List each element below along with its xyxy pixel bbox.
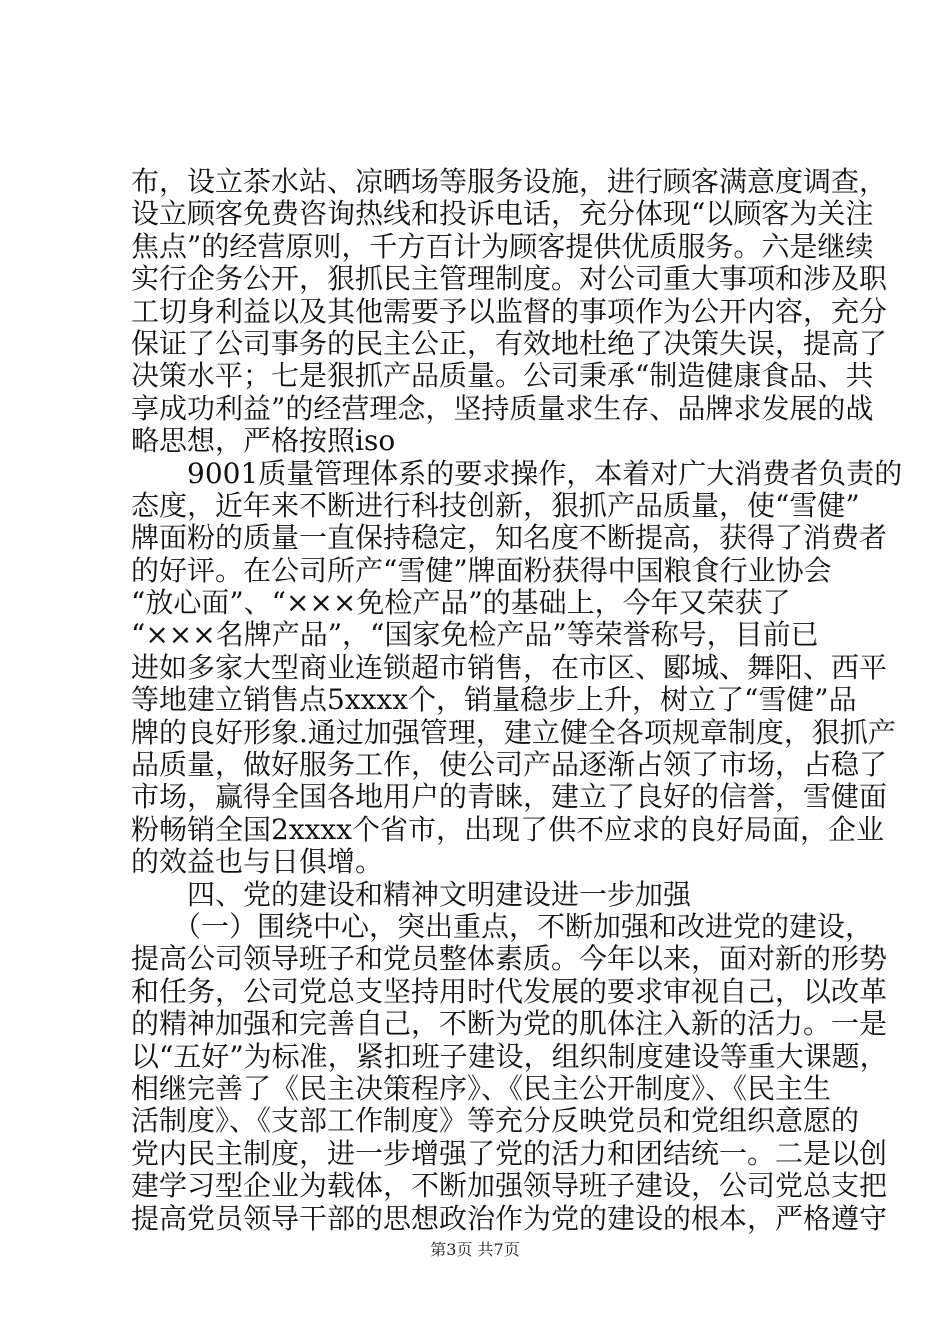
text-line: 享成功利益”的经营理念，坚持质量求生存、品牌求发展的战 — [131, 391, 874, 425]
text-line: 以“五好”为标准，紧扣班子建设，组织制度建设等重大课题， — [131, 1039, 888, 1073]
text-line: 工切身利益以及其他需要予以监督的事项作为公开内容，充分 — [131, 294, 888, 328]
text-line: 等地建立销售点5xxxx个，销量稳步上升，树立了“雪健”品 — [131, 683, 857, 717]
text-line: 的效益也与日俱增。 — [131, 845, 384, 879]
page-number-label: 第3页 共7页 — [430, 1240, 520, 1259]
text-line: 的好评。在公司所产“雪健”牌面粉获得中国粮食行业协会 — [131, 553, 832, 587]
text-line: 牌的良好形象.通过加强管理，建立健全各项规章制度，狠抓产 — [131, 715, 896, 749]
text-line: 焦点”的经营原则，千方百计为顾客提供优质服务。六是继续 — [131, 229, 874, 263]
text-line: （一）围绕中心，突出重点，不断加强和改进党的建设， — [131, 909, 874, 943]
text-line: 相继完善了《民主决策程序》、《民主公开制度》、《民主生 — [131, 1071, 832, 1105]
text-line: 略思想，严格按照iso — [131, 424, 396, 458]
text-line: 提高公司领导班子和党员整体素质。今年以来，面对新的形势 — [131, 942, 888, 976]
text-line: 设立顾客免费咨询热线和投诉电话，充分体现“以顾客为关注 — [131, 197, 874, 231]
text-line: 活制度》、《支部工作制度》等充分反映党员和党组织意愿的 — [131, 1104, 860, 1138]
text-line: 和任务，公司党总支坚持用时代发展的要求审视自己，以改革 — [131, 974, 888, 1008]
section-heading: 四、党的建设和精神文明建设进一步加强 — [131, 877, 692, 911]
text-line: 建学习型企业为载体，不断加强领导班子建设，公司党总支把 — [131, 1169, 888, 1203]
text-line: 进如多家大型商业连锁超市销售，在市区、郾城、舞阳、西平 — [131, 650, 888, 684]
text-line: “放心面”、“×××免检产品”的基础上，今年又荣获了 — [131, 586, 791, 620]
text-line: 的精神加强和完善自己，不断为党的肌体注入新的活力。一是 — [131, 1007, 888, 1041]
text-line: 提高党员领导干部的思想政治作为党的建设的根本，严格遵守 — [131, 1201, 888, 1235]
text-line: 9001质量管理体系的要求操作，本着对广大消费者负责的 — [131, 456, 903, 490]
text-line: 实行企务公开，狠抓民主管理制度。对公司重大事项和涉及职 — [131, 262, 888, 296]
page-footer — [0, 1240, 950, 1260]
text-line: 市场，赢得全国各地用户的青睐，建立了良好的信誉，雪健面 — [131, 780, 888, 814]
text-line: 党内民主制度，进一步增强了党的活力和团结统一。二是以创 — [131, 1136, 888, 1170]
text-line: 粉畅销全国2xxxx个省市，出现了供不应求的良好局面，企业 — [131, 812, 884, 846]
text-line: “×××名牌产品”，“国家免检产品”等荣誉称号，目前已 — [131, 618, 819, 652]
text-line: 牌面粉的质量一直保持稳定，知名度不断提高，获得了消费者 — [131, 521, 888, 555]
text-line: 决策水平；七是狠抓产品质量。公司秉承“制造健康食品、共 — [131, 359, 874, 393]
text-line: 布，设立茶水站、凉晒场等服务设施，进行顾客满意度调查， — [131, 165, 888, 198]
body-text — [131, 165, 903, 1235]
text-line: 品质量，做好服务工作，使公司产品逐渐占领了市场，占稳了 — [131, 748, 888, 782]
text-line: 态度，近年来不断进行科技创新，狠抓产品质量，使“雪健” — [131, 488, 860, 522]
text-line: 保证了公司事务的民主公正，有效地杜绝了决策失误，提高了 — [131, 326, 888, 360]
